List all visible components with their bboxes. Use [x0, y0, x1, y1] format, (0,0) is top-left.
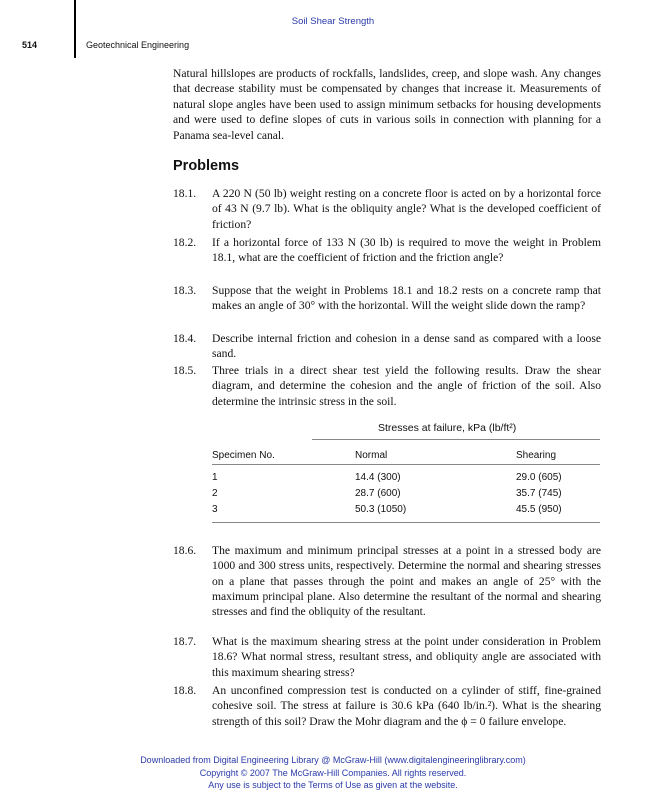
intro-paragraph: Natural hillslopes are products of rockfalls, landslides, creep, and slope wash. Any changes that decrease stability must be compensated by changes that increase it. Measurements of natural slope angles have been used to assign minimum setbacks for housing developments and were used to define slopes of cuts in various soils in connection with planning for a Panama sea-level canal.: [173, 67, 601, 142]
header-divider: [74, 0, 76, 58]
problem-item: [173, 683, 601, 729]
table-cell: 3: [212, 504, 218, 515]
problem-item: [173, 235, 601, 266]
caption-rule: [312, 439, 600, 440]
table-cell: 35.7 (745): [516, 488, 562, 499]
top-title: Soil Shear Strength: [291, 16, 375, 27]
problem-text: The maximum and minimum principal stresses at a point in a stressed body are 1000 and 300 stress units, respectively. Determine the normal and shearing stresses on a plane that passes through the point and makes an angle of 25° with the maximum principal plane. Also determine the resultant of the normal and shearing stresses and find the obliquity of the resultant.: [212, 544, 601, 619]
problem-text: If a horizontal force of 133 N (30 lb) is required to move the weight in Problem 18.1, what are the coefficient of friction and the friction angle?: [212, 236, 601, 265]
problem-number: 18.2.: [173, 236, 197, 249]
problem-number: 18.3.: [173, 284, 197, 297]
header-rule: [212, 464, 600, 465]
footer-download-link[interactable]: Downloaded from Digital Engineering Library @ McGraw-Hill (www.digitalengineeringlibrary.com): [140, 755, 526, 765]
problem-number: 18.7.: [173, 635, 197, 648]
footer-terms-link[interactable]: Any use is subject to the Terms of Use as given at the website.: [208, 780, 458, 790]
problem-text: Suppose that the weight in Problems 18.1 and 18.2 rests on a concrete ramp that makes an angle of 30° with the horizontal. Will the weight slide down the ramp?: [212, 284, 601, 313]
footer-copyright: Copyright © 2007 The McGraw-Hill Companies. All rights reserved.: [199, 768, 467, 778]
table-cell: 14.4 (300): [355, 472, 401, 483]
problem-text: An unconfined compression test is conducted on a cylinder of stiff, fine-grained cohesive soil. The stress at failure is 30.6 kPa (640 lb/in.²). What is the shearing strength of this soil? Draw the Mohr diagram and the ϕ = 0 failure envelope.: [212, 684, 601, 728]
page-number: 514: [22, 40, 38, 50]
table-cell: 28.7 (600): [355, 488, 401, 499]
problem-number: 18.8.: [173, 684, 197, 697]
table-cell: 45.5 (950): [516, 504, 562, 515]
table-cell: 50.3 (1050): [355, 504, 407, 515]
problem-text: Three trials in a direct shear test yield the following results. Draw the shear diagram, and determine the cohesion and the angle of friction of the soil. Also determine the intrinsic stress in the soil.: [212, 364, 601, 408]
problem-number: 18.6.: [173, 544, 197, 557]
problem-item: [173, 331, 601, 362]
problem-number: 18.5.: [173, 364, 197, 377]
column-header-normal: Normal: [355, 450, 388, 461]
table-cell: 29.0 (605): [516, 472, 562, 483]
table-cell: 2: [212, 488, 218, 499]
problem-number: 18.1.: [173, 187, 197, 200]
problem-item: [173, 543, 601, 619]
problem-item: [173, 186, 601, 232]
problem-text: A 220 N (50 lb) weight resting on a concrete floor is acted on by a horizontal force of 43 N (9.7 lb). What is the obliquity angle? What is the developed coefficient of friction?: [212, 187, 601, 231]
table-cell: 1: [212, 472, 218, 483]
problem-text: Describe internal friction and cohesion in a dense sand as compared with a loose sand.: [212, 332, 601, 361]
problem-text: What is the maximum shearing stress at the point under consideration in Problem 18.6? What normal stress, resultant stress, and obliquity angle are associated with this maximum shearing stress?: [212, 635, 601, 679]
problem-item: [173, 363, 601, 409]
running-head: Geotechnical Engineering: [86, 40, 190, 50]
problem-item: [173, 283, 601, 314]
problem-item: [173, 634, 601, 680]
table-caption: Stresses at failure, kPa (lb/ft²): [378, 422, 517, 434]
bottom-rule: [212, 522, 600, 523]
section-heading: Problems: [173, 158, 240, 174]
column-header-specimen: Specimen No.: [212, 450, 275, 461]
problem-number: 18.4.: [173, 332, 197, 345]
column-header-shearing: Shearing: [516, 450, 557, 461]
